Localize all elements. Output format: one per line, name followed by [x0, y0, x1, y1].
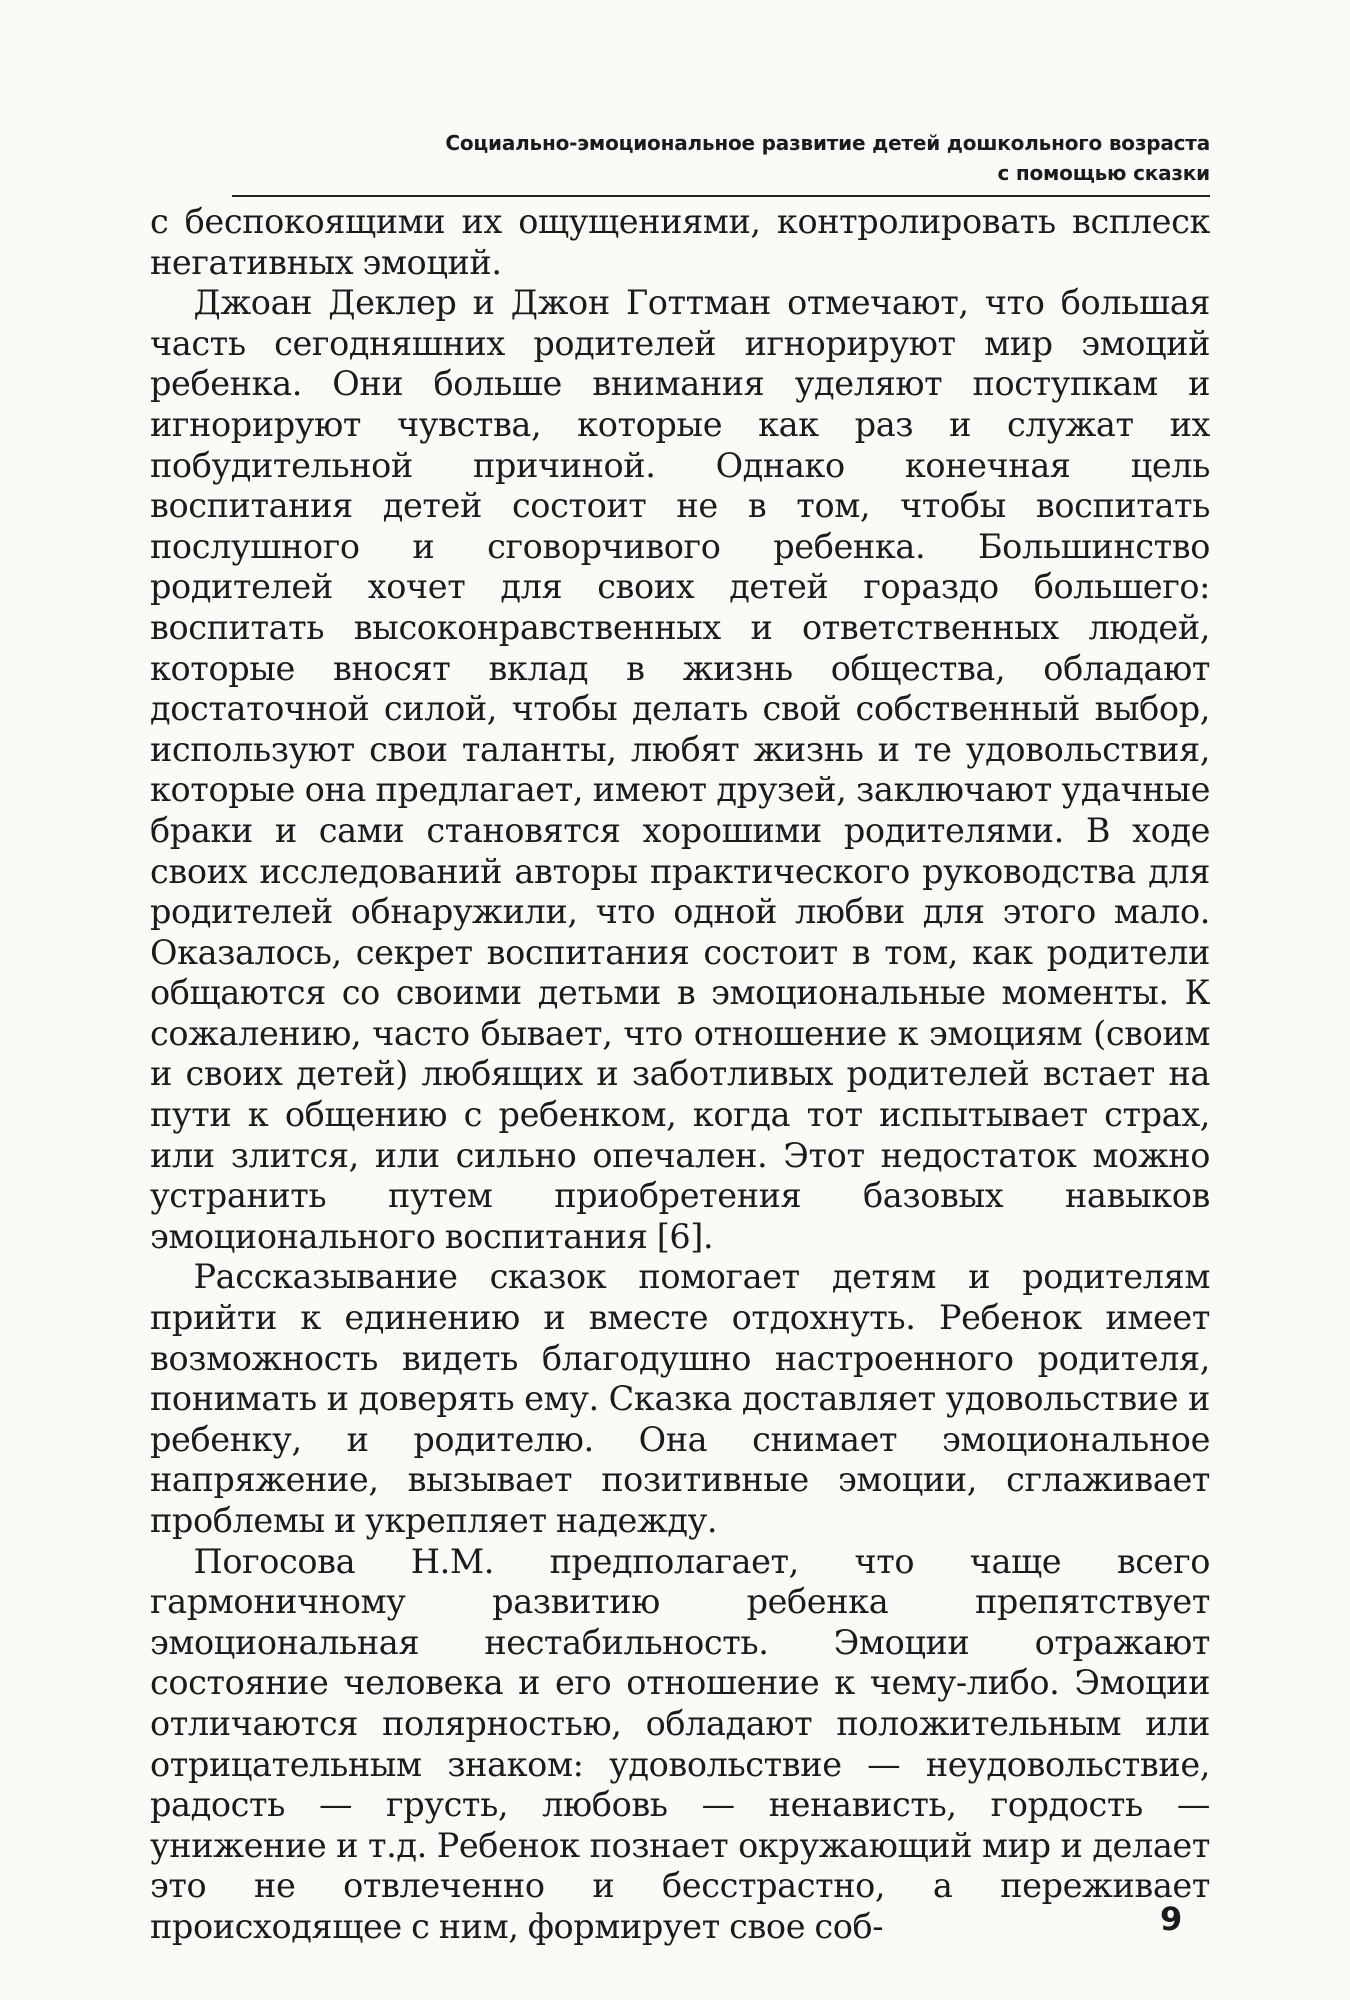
running-header-line-1: Социально-эмоциональное развитие детей дошкольного возраста — [445, 131, 1210, 155]
page-number: 9 — [1160, 1900, 1183, 1938]
paragraph-declaire-gottman: Джоан Деклер и Джон Готтман отмечают, что большая часть сегодняшних родителей игнорируют мир эмоций ребенка. Они больше внимания уделяют поступкам и игнорируют чувства, которые как раз и служат их побудительной причиной. Однако конечная цель воспитания детей состоит не в том, чтобы воспитать послушного и сговорчивого ребенка. Большинство родителей хочет для своих детей гораздо большего: воспитать высоконравственных и ответственных людей, которые вносят вклад в жизнь общества, обладают достаточной силой, чтобы делать свой собственный выбор, используют свои таланты, любят жизнь и те удовольствия, которые она предлагает, имеют друзей, заключают удачные браки и сами становятся хорошими родителями. В ходе своих исследований авторы практического руководства для родителей обнаружили, что одной любви для этого мало. Оказалось, секрет воспитания состоит в том, как родители общаются со своими детьми в эмоциональные моменты. К сожалению, часто бывает, что отношение к эмоциям (своим и своих детей) любящих и заботливых родителей встает на пути к общению с ребенком, когда тот испытывает страх, или злится, или сильно опечален. Этот недостаток можно устранить путем приобретения базовых навыков эмоционального воспитания [6]. — [150, 283, 1210, 1256]
paragraph-storytelling: Рассказывание сказок помогает детям и родителям прийти к единению и вместе отдохнуть. Ребенок имеет возможность видеть благодушно настроенного родителя, понимать и доверять ему. Сказка доставляет удовольствие и ребенку, и родителю. Она снимает эмоциональное напряжение, вызывает позитивные эмоции, сглаживает проблемы и укрепляет надежду. — [150, 1257, 1210, 1540]
running-header — [220, 128, 1210, 188]
body-text — [150, 202, 1210, 1948]
running-header-line-2: с помощью сказки — [997, 161, 1210, 185]
paragraph-continuation: с беспокоящими их ощущениями, контролировать всплеск негативных эмоций. — [150, 202, 1210, 282]
header-rule — [232, 195, 1210, 197]
paragraph-pogosova: Погосова Н.М. предполагает, что чаще всего гармоничному развитию ребенка препятствует эмоциональная нестабильность. Эмоции отражают состояние человека и его отношение к чему-либо. Эмоции отличаются полярностью, обладают положительным или отрицательным знаком: удовольствие — неудовольствие, радость — грусть, любовь — ненависть, гордость — унижение и т.д. Ребенок познает окружающий мир и делает это не отвлеченно и бесстрастно, а переживает происходящее с ним, формирует свое соб- — [150, 1541, 1210, 1946]
